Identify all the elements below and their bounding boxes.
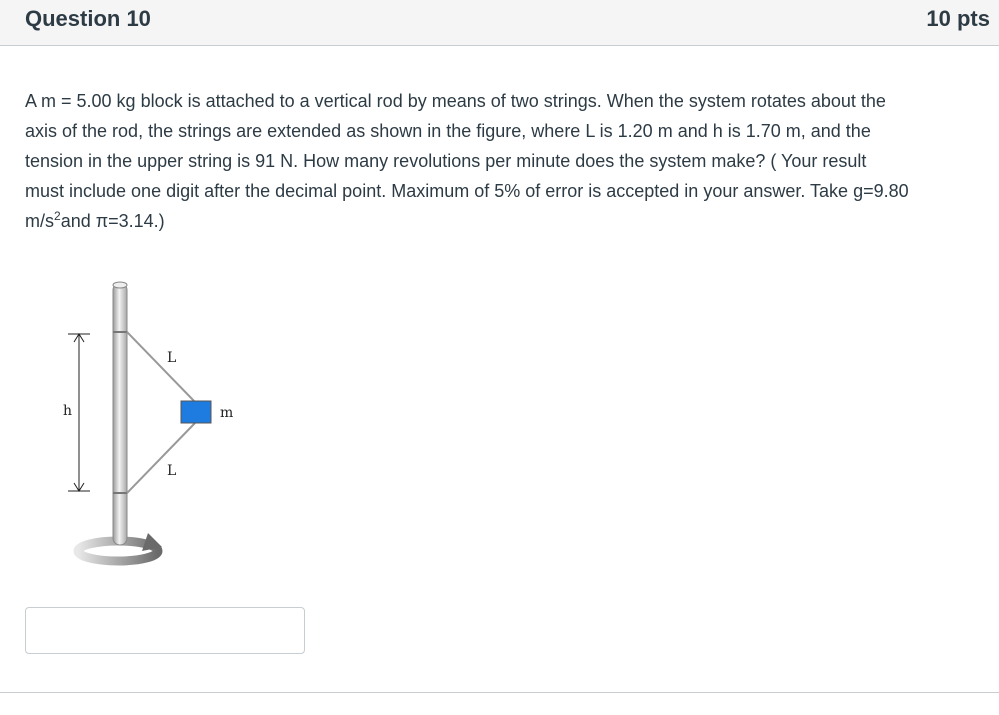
question-line: A m = 5.00 kg block is attached to a vertical rod by means of two strings. When the system rotates about the (25, 91, 886, 111)
answer-input[interactable] (25, 607, 305, 654)
question-line (25, 206, 985, 236)
vertical-rod (113, 283, 127, 545)
question-text (25, 86, 985, 236)
constants-text: and π=3.14.) (60, 211, 165, 231)
rotating-rod-diagram (50, 275, 290, 575)
question-points: 10 pts (926, 6, 990, 31)
label-h: h (63, 403, 73, 419)
unit-exponent: 2 (54, 209, 61, 223)
footer-divider (0, 692, 999, 693)
question-title: Question 10 (25, 6, 151, 31)
question-line: axis of the rod, the strings are extended as shown in the figure, where L is 1.20 m and h is 1.70 m, and the (25, 121, 871, 141)
question-line: tension in the upper string is 91 N. How many revolutions per minute does the system make? ( Your result (25, 151, 867, 171)
question-line: must include one digit after the decimal point. Maximum of 5% of error is accepted in your answer. Take g=9.80 (25, 181, 909, 201)
question-header (0, 0, 999, 46)
label-m: m (220, 405, 234, 421)
mass-block (181, 401, 211, 423)
question-figure (50, 275, 290, 575)
unit-text: m/s (25, 211, 54, 231)
label-lower-L: L (167, 463, 177, 479)
lower-string (127, 423, 195, 493)
label-upper-L: L (167, 350, 177, 366)
upper-string (127, 332, 195, 402)
